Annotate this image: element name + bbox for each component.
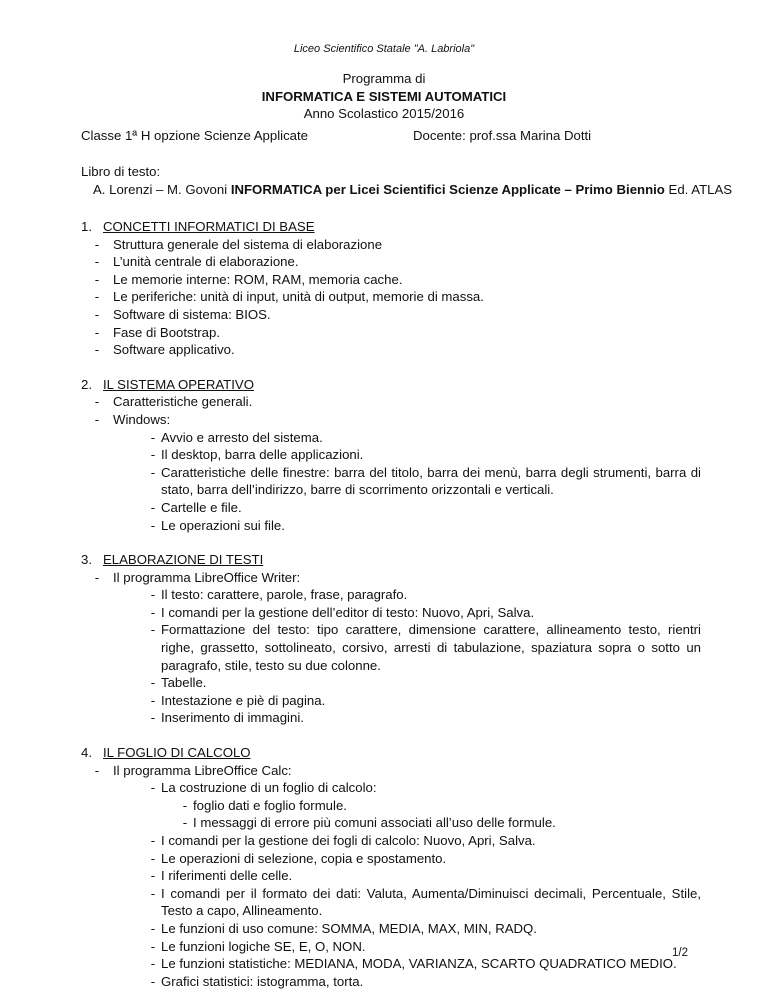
list-item: [145, 867, 701, 885]
textbook-label: Libro di testo:: [81, 164, 161, 179]
list-item-text: Caratteristiche generali.: [113, 394, 253, 410]
section-title: CONCETTI INFORMATICI DI BASE: [103, 219, 315, 234]
list-item-content: [161, 499, 701, 517]
bullet-list-level-1: [81, 762, 701, 991]
school-year: Anno Scolastico 2015/2016: [303, 106, 465, 121]
section-heading: [81, 218, 701, 236]
list-item: [81, 271, 701, 289]
bullet-dash: -: [94, 254, 100, 270]
list-item-content: [113, 762, 701, 991]
list-item-content: [161, 604, 701, 622]
list-item-content: [161, 429, 701, 447]
list-item-text: foglio dati e foglio formule.: [193, 797, 347, 813]
list-item-text: Le funzioni logiche SE, E, O, NON.: [161, 938, 366, 954]
section-number: 1.: [81, 219, 92, 234]
bullet-dash: -: [150, 517, 156, 533]
bullet-dash: -: [150, 885, 156, 901]
list-item-text: Software di sistema: BIOS.: [113, 306, 271, 322]
list-item-text: Avvio e arresto del sistema.: [161, 429, 323, 445]
list-item: [81, 324, 701, 342]
section-title: IL FOGLIO DI CALCOLO: [103, 745, 251, 761]
bullet-list-level-2: [145, 779, 701, 990]
bullet-dash: -: [150, 622, 156, 638]
list-item: [81, 393, 701, 411]
list-item-content: [113, 288, 701, 306]
list-item-content: [161, 973, 701, 991]
bullet-dash: -: [150, 956, 156, 972]
list-item-text: Il programma LibreOffice Writer:: [113, 569, 301, 585]
list-item-content: [161, 517, 701, 535]
bullet-dash: -: [150, 499, 156, 515]
program-sections: [81, 218, 701, 1007]
list-item: [145, 850, 701, 868]
list-item-content: [193, 797, 701, 815]
program-section: [81, 551, 701, 727]
list-item-text: Le operazioni di selezione, copia e spostamento.: [161, 850, 447, 866]
list-item: [81, 762, 701, 991]
bullet-dash: -: [94, 271, 100, 287]
bullet-dash: -: [150, 464, 156, 480]
list-item: [145, 692, 701, 710]
program-section: [81, 218, 701, 359]
list-item-text: Il programma LibreOffice Calc:: [113, 762, 292, 778]
list-item: [145, 832, 701, 850]
list-item-content: [161, 709, 701, 727]
bullet-dash: -: [182, 815, 188, 831]
list-item: [145, 973, 701, 991]
list-item: [81, 306, 701, 324]
list-item-content: [113, 236, 701, 254]
list-item-text: L’unità centrale di elaborazione.: [113, 254, 299, 270]
list-item-text: Il testo: carattere, parole, frase, paragrafo.: [161, 587, 408, 603]
list-item-text: Struttura generale del sistema di elaborazione: [113, 236, 383, 252]
list-item-content: [161, 867, 701, 885]
list-item: [177, 797, 701, 815]
list-item-content: [113, 411, 701, 534]
list-item: [145, 709, 701, 727]
bullet-dash: -: [150, 692, 156, 708]
list-item-text: Le periferiche: unità di input, unità di output, memorie di massa.: [113, 289, 484, 305]
bullet-dash: -: [150, 587, 156, 603]
bullet-list-level-1: [81, 393, 701, 534]
list-item-text: Tabelle.: [161, 675, 207, 691]
list-item-content: [161, 674, 701, 692]
list-item: [145, 517, 701, 535]
list-item-text: Cartelle e file.: [161, 499, 242, 515]
list-item: [145, 464, 701, 499]
list-item: [81, 411, 701, 534]
list-item-text: Il desktop, barra delle applicazioni.: [161, 447, 364, 463]
class-label: Classe 1ª H opzione Scienze Applicate: [81, 128, 309, 143]
section-heading: [81, 744, 701, 762]
teacher-label: Docente: prof.ssa Marina Dotti: [413, 128, 592, 143]
list-item: [145, 674, 701, 692]
list-item-text: Inserimento di immagini.: [161, 710, 304, 726]
list-item: [145, 938, 701, 956]
list-item-content: [161, 920, 701, 938]
section-heading: [81, 551, 701, 569]
program-section: [81, 376, 701, 534]
list-item-content: [161, 885, 701, 920]
bullet-list-level-2: [145, 586, 701, 727]
bullet-dash: -: [150, 850, 156, 866]
list-item-text: Le funzioni di uso comune: SOMMA, MEDIA, MAX, MIN, RADQ.: [161, 920, 537, 936]
list-item-content: [161, 446, 701, 464]
list-item-content: [161, 621, 701, 674]
list-item-text: Le operazioni sui file.: [161, 517, 285, 533]
bullet-list-level-3: [177, 797, 701, 832]
list-item: [145, 885, 701, 920]
section-number: 2.: [81, 376, 92, 392]
page-number: 1/2: [672, 947, 688, 959]
bullet-list-level-1: [81, 569, 701, 727]
list-item-text: Grafici statistici: istogramma, torta.: [161, 973, 364, 989]
section-number: 4.: [81, 745, 92, 761]
bullet-dash: -: [150, 447, 156, 463]
list-item-content: [161, 779, 701, 832]
bullet-dash: -: [94, 411, 100, 427]
list-item: [81, 253, 701, 271]
bullet-dash: -: [94, 236, 100, 252]
list-item-content: [161, 955, 701, 973]
list-item-content: [161, 938, 701, 956]
school-header: Liceo Scientifico Statale "A. Labriola": [293, 43, 475, 55]
textbook-info: [81, 163, 733, 198]
textbook-publisher: Ed. ATLAS: [664, 181, 733, 197]
bullet-dash: -: [150, 920, 156, 936]
bullet-dash: -: [150, 780, 156, 796]
bullet-dash: -: [94, 306, 100, 322]
title-block: [0, 70, 768, 123]
list-item-text: Formattazione del testo: tipo carattere, dimensione carattere, allineamento testo, rientri righe, grassetto, sottolineato, corsivo, arresti di tabulazione, spaziatura sopra o sotto un paragrafo, stile, testo su due colonne.: [161, 622, 701, 673]
bullet-dash: -: [94, 569, 100, 585]
bullet-list-level-2: [145, 429, 701, 535]
bullet-dash: -: [150, 710, 156, 726]
list-item-content: [113, 253, 701, 271]
list-item-content: [113, 271, 701, 289]
section-number: 3.: [81, 552, 92, 568]
list-item: [81, 341, 701, 359]
list-item: [81, 236, 701, 254]
section-title: IL SISTEMA OPERATIVO: [103, 376, 254, 392]
list-item-content: [161, 832, 701, 850]
list-item-text: Le funzioni statistiche: MEDIANA, MODA, VARIANZA, SCARTO QUADRATICO MEDIO.: [161, 956, 677, 972]
list-item: [145, 446, 701, 464]
bullet-dash: -: [94, 762, 100, 778]
list-item-content: [113, 569, 701, 727]
list-item-text: I comandi per il formato dei dati: Valuta, Aumenta/Diminuisci decimali, Percentuale, Stile, Testo a capo, Allineamento.: [161, 885, 701, 919]
class-info: [81, 127, 701, 145]
bullet-dash: -: [94, 342, 100, 358]
bullet-dash: -: [150, 675, 156, 691]
bullet-dash: -: [94, 289, 100, 305]
list-item-text: La costruzione di un foglio di calcolo:: [161, 780, 377, 796]
list-item: [145, 920, 701, 938]
list-item-text: Intestazione e piè di pagina.: [161, 692, 326, 708]
subject-title: INFORMATICA E SISTEMI AUTOMATICI: [261, 88, 507, 104]
list-item-text: Le memorie interne: ROM, RAM, memoria cache.: [113, 271, 403, 287]
textbook-title: INFORMATICA per Licei Scientifici Scienze Applicate – Primo Biennio: [230, 181, 665, 197]
list-item-text: Fase di Bootstrap.: [113, 324, 221, 340]
bullet-dash: -: [150, 604, 156, 620]
bullet-dash: -: [150, 429, 156, 445]
list-item-content: [113, 306, 701, 324]
list-item-text: I comandi per la gestione dei fogli di calcolo: Nuovo, Apri, Salva.: [161, 833, 536, 848]
bullet-dash: -: [94, 324, 100, 340]
list-item: [81, 288, 701, 306]
list-item-content: [193, 814, 701, 832]
list-item-content: [113, 341, 701, 359]
bullet-dash: -: [182, 797, 188, 813]
bullet-dash: -: [150, 833, 156, 848]
textbook-reference: [81, 181, 733, 199]
bullet-dash: -: [94, 394, 100, 410]
bullet-dash: -: [150, 868, 156, 884]
list-item-content: [161, 850, 701, 868]
bullet-list-level-1: [81, 236, 701, 359]
list-item-text: Caratteristiche delle finestre: barra del titolo, barra dei menù, barra degli strumenti, barra di stato, barra dell’indirizzo, barre di scorrimento orizzontali e verticali.: [161, 464, 701, 498]
list-item-text: Windows:: [113, 411, 171, 427]
list-item: [145, 429, 701, 447]
program-section: [81, 744, 701, 990]
list-item-text: I messaggi di errore più comuni associati all’uso delle formule.: [193, 815, 556, 831]
title-line-programma: Programma di: [342, 71, 426, 86]
bullet-dash: -: [150, 938, 156, 954]
textbook-authors: A. Lorenzi – M. Govoni: [93, 181, 231, 197]
list-item: [145, 604, 701, 622]
list-item-content: [161, 586, 701, 604]
list-item: [145, 586, 701, 604]
section-heading: [81, 376, 701, 394]
list-item-content: [113, 393, 701, 411]
list-item-text: I riferimenti delle celle.: [161, 868, 293, 884]
list-item: [177, 814, 701, 832]
list-item-text: Software applicativo.: [113, 342, 235, 358]
bullet-dash: -: [150, 973, 156, 989]
list-item: [145, 779, 701, 832]
list-item: [145, 499, 701, 517]
list-item-content: [113, 324, 701, 342]
list-item: [81, 569, 701, 727]
list-item: [145, 621, 701, 674]
section-title: ELABORAZIONE DI TESTI: [103, 552, 264, 568]
list-item-text: I comandi per la gestione dell’editor di testo: Nuovo, Apri, Salva.: [161, 604, 535, 620]
list-item-content: [161, 692, 701, 710]
list-item-content: [161, 464, 701, 499]
list-item: [145, 955, 701, 973]
